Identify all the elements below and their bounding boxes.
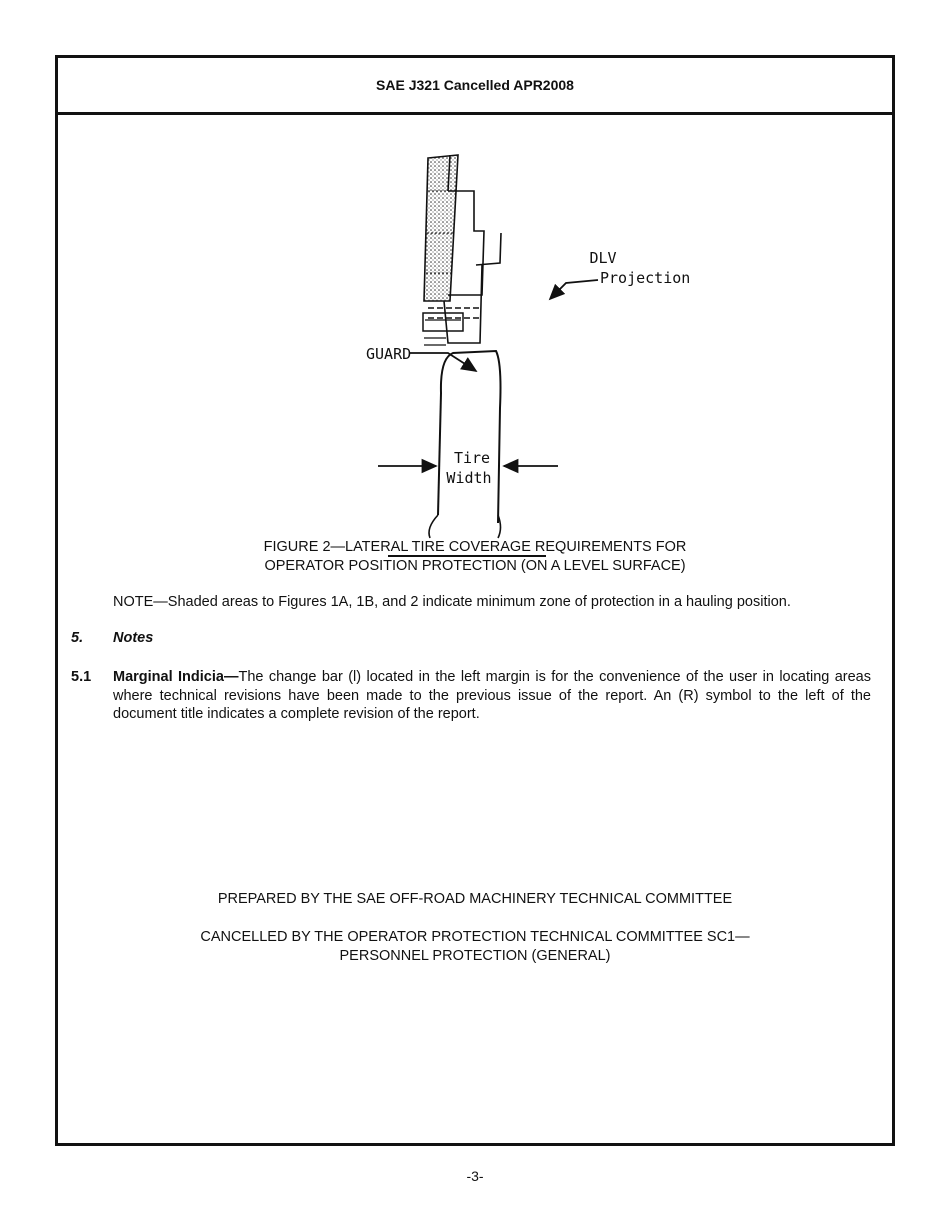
cancelled-line-1: CANCELLED BY THE OPERATOR PROTECTION TECHNICAL COMMITTEE SC1— — [200, 929, 750, 945]
cancelled-by — [58, 928, 892, 966]
cancelled-line-2: PERSONNEL PROTECTION (GENERAL) — [339, 948, 611, 964]
subsection-number: 5.1 — [71, 669, 92, 685]
prepared-by: PREPARED BY THE SAE OFF-ROAD MACHINERY TECHNICAL COMMITTEE — [217, 891, 733, 907]
page-number: -3- — [466, 1168, 484, 1184]
figure-2-diagram — [298, 153, 691, 513]
dlv-label-line-2: Projection — [600, 269, 691, 287]
subsection-text: The change bar (l) located in the left margin is for the convenience of the user in locating areas where technical revisions have been made to the previous issue of the report. An (R) symbol to the left of the document title indicates a complete revision of the report. — [113, 669, 871, 722]
section-heading-5 — [71, 630, 153, 646]
tire-shape — [429, 351, 501, 538]
guard-label: GUARD — [366, 345, 412, 363]
subsection-body — [113, 668, 871, 724]
caption-line-1: FIGURE 2—LATERAL TIRE COVERAGE REQUIREMENTS FOR — [263, 539, 687, 555]
section-number: 5. — [71, 630, 84, 646]
document-title: SAE J321 Cancelled APR2008 — [376, 77, 574, 93]
page-frame — [55, 55, 895, 1146]
document-header — [58, 58, 892, 115]
figure-note: NOTE—Shaded areas to Figures 1A, 1B, and 2 indicate minimum zone of protection in a hauling position. — [113, 594, 791, 610]
operator-zone — [424, 155, 458, 301]
tire-label-line-1: Tire — [453, 449, 491, 467]
section-5-1 — [71, 668, 871, 724]
dlv-arrow — [550, 280, 598, 299]
section-title: Notes — [113, 630, 154, 646]
tire-label-line-2: Width — [446, 469, 492, 487]
dlv-label-line-1: DLV — [589, 249, 617, 267]
caption-line-2: OPERATOR POSITION PROTECTION (ON A LEVEL SURFACE) — [264, 558, 686, 574]
figure-caption — [58, 538, 892, 576]
subsection-lead: Marginal Indicia— — [113, 669, 239, 685]
